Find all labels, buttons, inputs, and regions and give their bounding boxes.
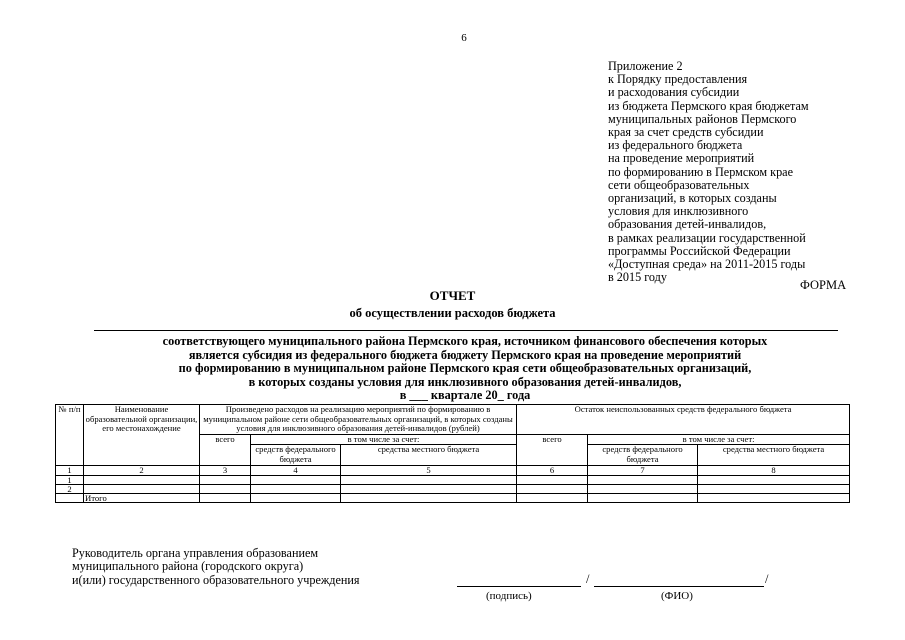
table-cell [84, 484, 200, 493]
report-description-line: в которых созданы условия для инклюзивного образования детей-инвалидов, [248, 374, 682, 389]
fio-caption: (ФИО) [661, 590, 693, 602]
report-description-line: соответствующего муниципального района Пермского края, источником финансового обеспечения которых [162, 334, 768, 348]
header-num: № п/п [56, 405, 84, 466]
table-cell [588, 484, 698, 493]
appendix-line: на проведение мероприятий [608, 151, 755, 166]
table-cell [200, 475, 251, 484]
appendix-line: края за счет средств субсидии [608, 125, 764, 140]
table-cell [251, 484, 341, 493]
table-cell [517, 475, 588, 484]
table-cell: 2 [56, 484, 84, 493]
report-description [80, 335, 850, 403]
page-number: 6 [461, 32, 467, 44]
column-number: 4 [251, 465, 341, 475]
appendix-line: и расходования субсидии [608, 85, 740, 100]
column-number: 2 [84, 465, 200, 475]
signature-caption: (подпись) [486, 590, 532, 602]
table-cell: 1 [56, 475, 84, 484]
report-subtitle: об осуществлении расходов бюджета [349, 306, 556, 320]
table-row [56, 484, 850, 493]
column-number: 8 [698, 465, 850, 475]
table-cell [341, 484, 517, 493]
table-cell [341, 475, 517, 484]
appendix-line: из бюджета Пермского края бюджетам [608, 98, 809, 113]
appendix-line: «Доступная среда» на 2011-2015 годы [608, 257, 806, 272]
signature-line-text: муниципального района (городского округа) [72, 559, 304, 574]
column-number: 1 [56, 465, 84, 475]
appendix-line: условия для инклюзивного [608, 204, 749, 219]
header-including-spent: в том числе за счет: [251, 434, 517, 445]
table-cell [588, 493, 698, 502]
appendix-line: сети общеобразовательных [608, 177, 750, 192]
column-number: 7 [588, 465, 698, 475]
table-row [56, 475, 850, 484]
report-title: ОТЧЕТ [429, 288, 476, 303]
table-cell [698, 493, 850, 502]
table-cell [200, 484, 251, 493]
separator-slash: / [765, 572, 769, 586]
table-cell [251, 493, 341, 502]
appendix-line: в рамках реализации государственной [608, 230, 806, 245]
table-cell [588, 475, 698, 484]
header-name: Наименование образовательной организации, его местонахождение [84, 405, 200, 466]
table-cell [200, 493, 251, 502]
signature-field-line [457, 586, 581, 587]
report-description-line: по формированию в муниципальном районе Пермского края сети общеобразовательных организаций, [178, 361, 752, 376]
report-table [55, 404, 850, 503]
header-total-spent: всего [200, 434, 251, 465]
appendix-header [608, 60, 888, 284]
header-including-remaining: в том числе за счет: [588, 434, 850, 445]
appendix-line: организаций, в которых созданы [608, 191, 777, 206]
appendix-line: программы Российской Федерации [608, 243, 791, 258]
fio-field-line [594, 586, 764, 587]
table-cell [517, 484, 588, 493]
column-number-row [56, 465, 850, 475]
header-local-remaining: средства местного бюджета [698, 445, 850, 465]
appendix-line: муниципальных районов Пермского [608, 111, 797, 126]
table-cell [517, 493, 588, 502]
column-number: 5 [341, 465, 517, 475]
table-cell [698, 475, 850, 484]
total-label: Итого [84, 493, 200, 502]
header-remaining: Остаток неиспользованных средств федерального бюджета [517, 405, 850, 435]
report-description-line: в ___ квартале 20_ года [399, 388, 531, 403]
table-cell [698, 484, 850, 493]
table-cell [341, 493, 517, 502]
column-number: 3 [200, 465, 251, 475]
header-total-remaining: всего [517, 434, 588, 465]
header-spent: Произведено расходов на реализацию мероприятий по формированию в муниципальном районе сети общеобразовательных организаций, в которых созданы условия для инклюзивного образования детей-инвалидов (рублей) [200, 405, 517, 435]
form-label: ФОРМА [800, 278, 847, 292]
signature-line-text: и(или) государственного образовательного учреждения [72, 572, 360, 587]
signature-line-text: Руководитель органа управления образованием [72, 546, 319, 560]
appendix-line: к Порядку предоставления [608, 72, 748, 87]
table-cell [84, 475, 200, 484]
appendix-line: из федерального бюджета [608, 138, 743, 153]
appendix-line: Приложение 2 [608, 59, 683, 73]
report-description-line: является субсидия из федерального бюджета бюджету Пермского края на проведение мероприятий [188, 347, 742, 362]
table-cell [56, 493, 84, 502]
column-number: 6 [517, 465, 588, 475]
appendix-line: образования детей-инвалидов, [608, 217, 767, 232]
fill-in-line [94, 330, 838, 331]
header-federal-spent: средств федерального бюджета [251, 445, 341, 465]
header-local-spent: средства местного бюджета [341, 445, 517, 465]
signature-block [72, 547, 452, 587]
header-federal-remaining: средств федерального бюджета [588, 445, 698, 465]
separator-slash: / [586, 572, 590, 586]
table-row-total [56, 493, 850, 502]
appendix-line: в 2015 году [608, 270, 667, 285]
appendix-line: по формированию в Пермском крае [608, 164, 793, 179]
table-cell [251, 475, 341, 484]
